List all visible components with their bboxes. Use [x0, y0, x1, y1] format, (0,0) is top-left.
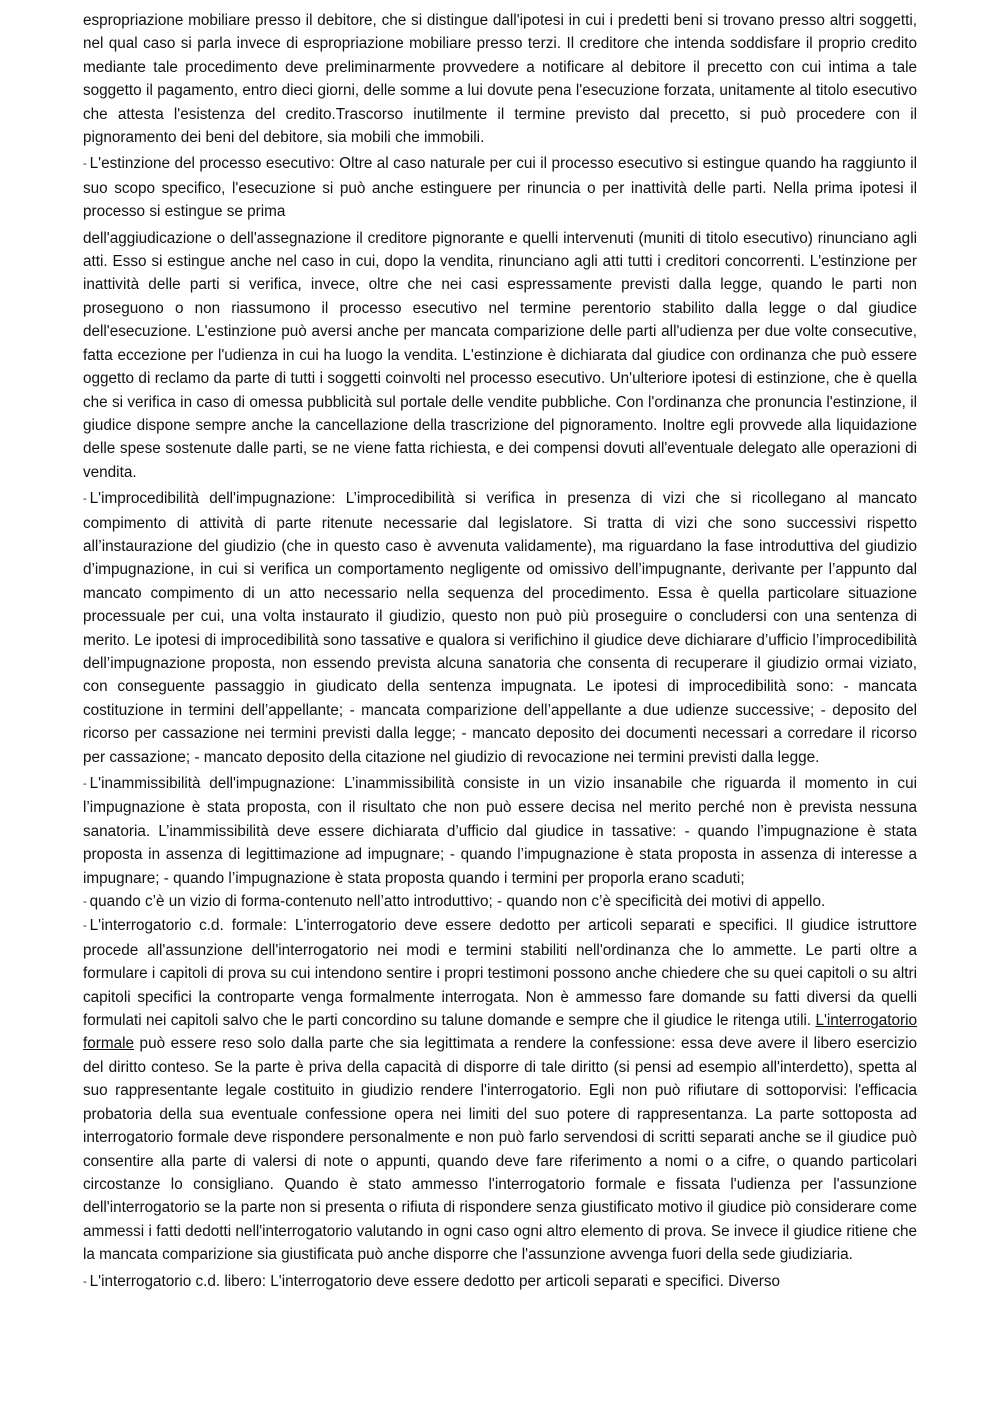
- paragraph-extinction-intro: [83, 152, 917, 223]
- paragraph-text: può essere reso solo dalla parte che sia legittimata a rendere la confessione: essa deve avere il libero esercizio del diritto conteso. Se la parte è priva della capacità di disporre di tale diritto (si pensi ad esempio all'interdetto), spetta al suo rappresentante legale costituito in giudizio rendere l'interrogatorio. Egli non può rifiutare di sottoporvisi: l'efficacia probatoria della sua eventuale confessione opera nei limiti del suo potere di rappresentanza. La parte sottoposta ad interrogatorio formale deve rispondere personalmente e non può farlo servendosi di scritti separati anche se il giudice può consentire alla parte di valersi di note o appunti, quando deve fare riferimento a nomi o a cifre, o quando particolari circostanze lo consigliano. Quando è stato ammesso l'interrogatorio formale e fissata l'udienza per l'assunzione dell'interrogatorio se la parte non si presenta o rifiuta di rispondere senza giustificato motivo il giudice piò considerare come ammessi i fatti dedotti nell'interrogatorio valutando in ogni caso ogni altro elemento di prova. Se invece il giudice ritiene che la mancata comparizione sia giustificata può anche disporre che l'assunzione avvenga fuori della sede giudiziaria.: [83, 1035, 917, 1264]
- paragraph-inadmissibility-cont: [83, 890, 917, 914]
- paragraph-text: quando c’è un vizio di forma-contenuto nell’atto introduttivo; - quando non c’è specificità dei motivi di appello.: [89, 893, 826, 911]
- bullet-dash: -: [83, 778, 87, 790]
- underlined-term: L'interrogatorio formale: [83, 1012, 917, 1053]
- paragraph-improcedibility: [83, 487, 917, 769]
- document-page: [83, 9, 917, 1294]
- paragraph-formal-interrogation: [83, 914, 917, 1266]
- paragraph-text: L'interrogatorio c.d. formale: L'interrogatorio deve essere dedotto per articoli separati e specifici. Il giudice istruttore procede all'assunzione dell'interrogatorio nei modi e termini stabiliti nell'ordinanza che lo ammette. Le parti oltre a formulare i capitoli di prova su cui intendono sentire i propri testimoni possono anche chiedere che su quei capitoli o su altri capitoli specifici la controparte venga formalmente interrogata. Non è ammesso fare domande su fatti diversi da quelli formulati nei capitoli salvo che le parti concordino su talune domande e sempre che il giudice le ritenga utili.: [83, 917, 917, 1030]
- paragraph-extinction-body: dell'aggiudicazione o dell'assegnazione il creditore pignorante e quelli intervenuti (muniti di titolo esecutivo) rinunciano agli atti. Esso si estingue anche nel caso in cui, dopo la vendita, rinunciano agli atti tutti i creditori concorrenti. L'estinzione per inattività delle parti si verifica, invece, oltre che nei casi espressamente previsti dalla legge, quando le parti non proseguono o non riassumono il processo esecutivo nel termine perentorio stabilito dalla legge o dal giudice dell'esecuzione. L'estinzione può aversi anche per mancata comparizione delle parti all'udienza per due volte consecutive, fatta eccezione per l'udienza in cui ha luogo la vendita. L'estinzione è dichiarata dal giudice con ordinanza che può essere oggetto di reclamo da parte di tutti i soggetti coinvolti nel processo esecutivo. Un'ulteriore ipotesi di estinzione, che è quella che si verifica in caso di omessa pubblicità sul portale delle vendite pubbliche. Con l'ordinanza che pronuncia l'estinzione, il giudice dispone sempre anche la cancellazione della trascrizione del pignoramento. Inoltre egli provvede alla liquidazione delle spese sostenute dalle parti, se ne viene fatta richiesta, e dei compensi dovuti all'eventuale delegato alle operazioni di vendita.: [83, 229, 917, 481]
- paragraph-text: L'inammissibilità dell'impugnazione: L’inammissibilità consiste in un vizio insanabile che riguarda il momento in cui l’impugnazione è stata proposta, con il risultato che non può essere decisa nel merito perché non è prevista nessuna sanatoria. L’inammissibilità deve essere dichiarata d’ufficio dal giudice in tassative: - quando l’impugnazione è stata proposta in assenza di legittimazione ad impugnare; - quando l’impugnazione è stata proposta in assenza di interesse a impugnare; - quando l’impugnazione è stata proposta quando i termini per proporla erano scaduti;: [83, 775, 917, 887]
- paragraph-text: L'estinzione del processo esecutivo: Oltre al caso naturale per cui il processo esecutivo si estingue quando ha raggiunto il suo scopo specifico, l'esecuzione si può anche estinguere per rinuncia o per inattività delle parti. Nella prima ipotesi il processo si estingue se prima: [83, 155, 917, 221]
- paragraph-expropriation: espropriazione mobiliare presso il debitore, che si distingue dall'ipotesi in cui i predetti beni si trovano presso altri soggetti, nel qual caso si parla invece di espropriazione mobiliare presso terzi. Il creditore che intenda soddisfare il proprio credito mediante tale procedimento deve preliminarmente provvedere a notificare al debitore il precetto con cui intima a tale soggetto il pagamento, entro dieci giorni, delle somme a lui dovute pena l'esecuzione forzata, unitamente al titolo esecutivo che attesta l'esistenza del credito.Trascorso inutilmente il termine previsto dal precetto, si può procedere con il pignoramento dei beni del debitore, sia mobili che immobili.: [83, 12, 917, 147]
- bullet-dash: -: [83, 493, 87, 506]
- paragraph-text: L'improcedibilità dell'impugnazione: L’improcedibilità si verifica in presenza di vizi che si ricollegano al mancato compimento di attività di parte ritenute necessarie dal legislatore. Si tratta di vizi che sono successivi rispetto all’instaurazione del giudizio (che in questo caso è avvenuta validamente), ma riguardano la fase introduttiva del giudizio d’impugnazione, in cui si verifica un comportamento negligente od omissivo dell’impugnante, derivante per l’appunto dal mancato compimento di un atto necessario nella sequenza del procedimento. Essa è quella particolare situazione processuale per cui, una volta instaurato il giudizio, questo non può più proseguire o concludersi con una sentenza di merito. Le ipotesi di improcedibilità sono tassative e qualora si verifichino il giudice deve dichiarare d’ufficio l’improcedibilità dell’impugnazione proposta, non essendo prevista alcuna sanatoria che consenta di recuperare il giudizio ormai viziato, con conseguente passaggio in giudicato della sentenza impugnata. Le ipotesi di improcedibilità sono: - mancata costituzione in termini dell’appellante; - mancata comparizione dell’appellante a due udienze successive; - deposito del ricorso per cassazione nei termini previsti dalla legge; - mancato deposito dei documenti necessari a corredare il ricorso per cassazione; - mancato deposito della citazione nel giudizio di revocazione nei termini previsti dalla legge.: [83, 490, 917, 766]
- paragraph-free-interrogation: [83, 1270, 917, 1294]
- bullet-dash: -: [83, 896, 87, 909]
- paragraph-text: L'interrogatorio c.d. libero: L'interrogatorio deve essere dedotto per articoli separati e specifici. Diverso: [89, 1272, 780, 1290]
- bullet-dash: -: [83, 158, 87, 171]
- paragraph-inadmissibility: [83, 772, 917, 890]
- bullet-dash: -: [83, 920, 87, 933]
- bullet-dash: -: [83, 1275, 87, 1288]
